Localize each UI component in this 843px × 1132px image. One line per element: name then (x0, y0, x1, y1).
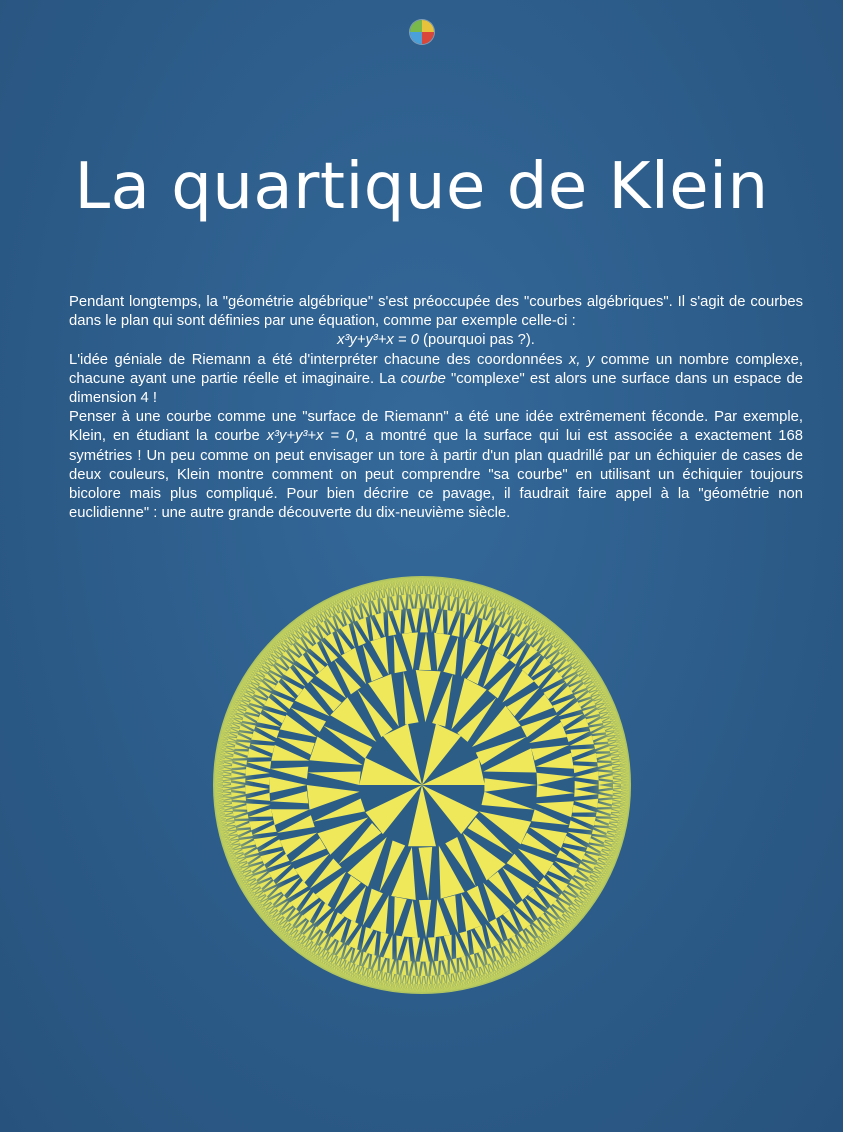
hyperbolic-tiling-figure (213, 576, 631, 994)
paragraph-3-start: Penser à une courbe comme une "surface de Riemann" a été une idée extrêmement féconde. Par exemple, Klein, en étudiant la courbe (69, 409, 803, 445)
paragraph-2-end: "complexe" est alors une surface dans un espace de dimension 4 ! (69, 370, 803, 407)
paragraph-2-mid: comme un nombre complexe, chacune ayant une partie réelle et imaginaire. La (69, 351, 803, 387)
paragraph-1: Pendant longtemps, la "géométrie algébrique" s'est préoccupée des "courbes algébriques". Il s'agit de courbes dans le plan qui sont définies par une équation, comme par exemple celle-ci : (69, 294, 803, 330)
equation-line (69, 331, 803, 350)
paragraph-2-start: L'idée géniale de Riemann a été d'interpréter chacune des coordonnées (69, 351, 570, 368)
paragraph-2-em: courbe (400, 370, 446, 387)
paragraph-3-equation: x³y+y³+x = 0 (266, 428, 355, 445)
paragraph-2-vars: x, y (569, 351, 595, 368)
poincare-disk-tiling (213, 576, 631, 994)
paragraph-3 (69, 408, 803, 523)
logo-icon (410, 20, 434, 44)
page-title: La quartique de Klein (74, 150, 769, 224)
paragraph-3-end: , a montré que la surface qui lui est associée a exactement 168 symétries ! Un peu comme on peut envisager un tore à partir d'un plan quadrillé par un échiquier de cases de deux couleurs, Klein montre comment on peut comprendre "sa courbe" en utilisant un échiquier toujours bicolore mais plus compliqué. Pour bien décrire ce pavage, il faudrait faire appel à la "géométrie non euclidienne" : une autre grande découverte du dix-neuvième siècle. (69, 428, 803, 522)
equation-suffix: (pourquoi pas ?). (418, 332, 535, 349)
equation: x³y+y³+x = 0 (337, 332, 419, 349)
body-text (69, 293, 803, 523)
paragraph-2 (69, 351, 803, 409)
